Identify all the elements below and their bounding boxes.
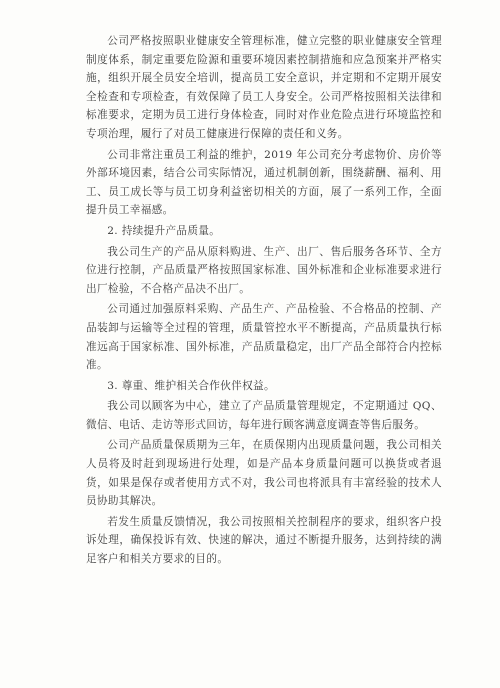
paragraph-process-management: 公司通过加强原料采购、产品生产、产品检验、不合格品的控制、产品装卸与运输等全过程的管理，质量管控水平不断提高，产品质量执行标准远高于国家标准、国外标准，产品质量稳定，出厂产品全部符合内控标准。 <box>86 303 442 372</box>
document-body <box>86 32 442 571</box>
paragraph-safety-management: 公司严格按照职业健康安全管理标准，健立完整的职业健康安全管理制度体系，制定重要危险源和重要环境因素控制措施和应急预案并严格实施，组织开展全员安全培训，提高员工安全意识，并定期和不定期开展安全检查和专项检查，有效保障了员工人身安全。公司严格按照相关法律和标准要求，定期为员工进行身体检查，同时对作业危险点进行环境监控和专项治理，履行了对员工健康进行保障的责任和义务。 <box>86 35 442 140</box>
paragraph-complaint-handling: 若发生质量反馈情况，我公司按照相关控制程序的要求，组织客户投诉处理，确保投诉有效、快速的解决，通过不断提升服务，达到持续的满足客户和相关方要求的目的。 <box>86 515 442 566</box>
paragraph-quality-control: 我公司生产的产品从原料购进、生产、出厂、售后服务各环节、全方位进行控制，产品质量严格按照国家标准、国外标准和企业标准要求进行出厂检验，不合格产品决不出厂。 <box>86 245 442 295</box>
paragraph-employee-benefits: 公司非常注重员工利益的维护，2019 年公司充分考虑物价、房价等外部环境因素，结合公司实际情况，通过机制创新，围绕薪酬、福利、用工、员工成长等与员工切身利益密切相关的方面，展了一系列工作，全面提升员工幸福感。 <box>86 148 442 217</box>
paragraph-customer-service: 我公司以顾客为中心，建立了产品质量管理规定，不定期通过 QQ、微信、电话、走访等形式回访，每年进行顾客满意度调查等售后服务。 <box>86 400 442 431</box>
section-heading-product-quality: 2. 持续提升产品质量。 <box>107 224 221 237</box>
paragraph-warranty: 公司产品质量保质期为三年，在质保期内出现质量问题，我公司相关人员将及时赶到现场进行处理，如是产品本身质量问题可以换货或者退货，如果是保存或者使用方式不对，我公司也将派具有丰富经验的技术人员协助其解决。 <box>86 439 442 508</box>
section-heading-partner-rights: 3. 尊重、维护相关合作伙伴权益。 <box>107 379 275 392</box>
